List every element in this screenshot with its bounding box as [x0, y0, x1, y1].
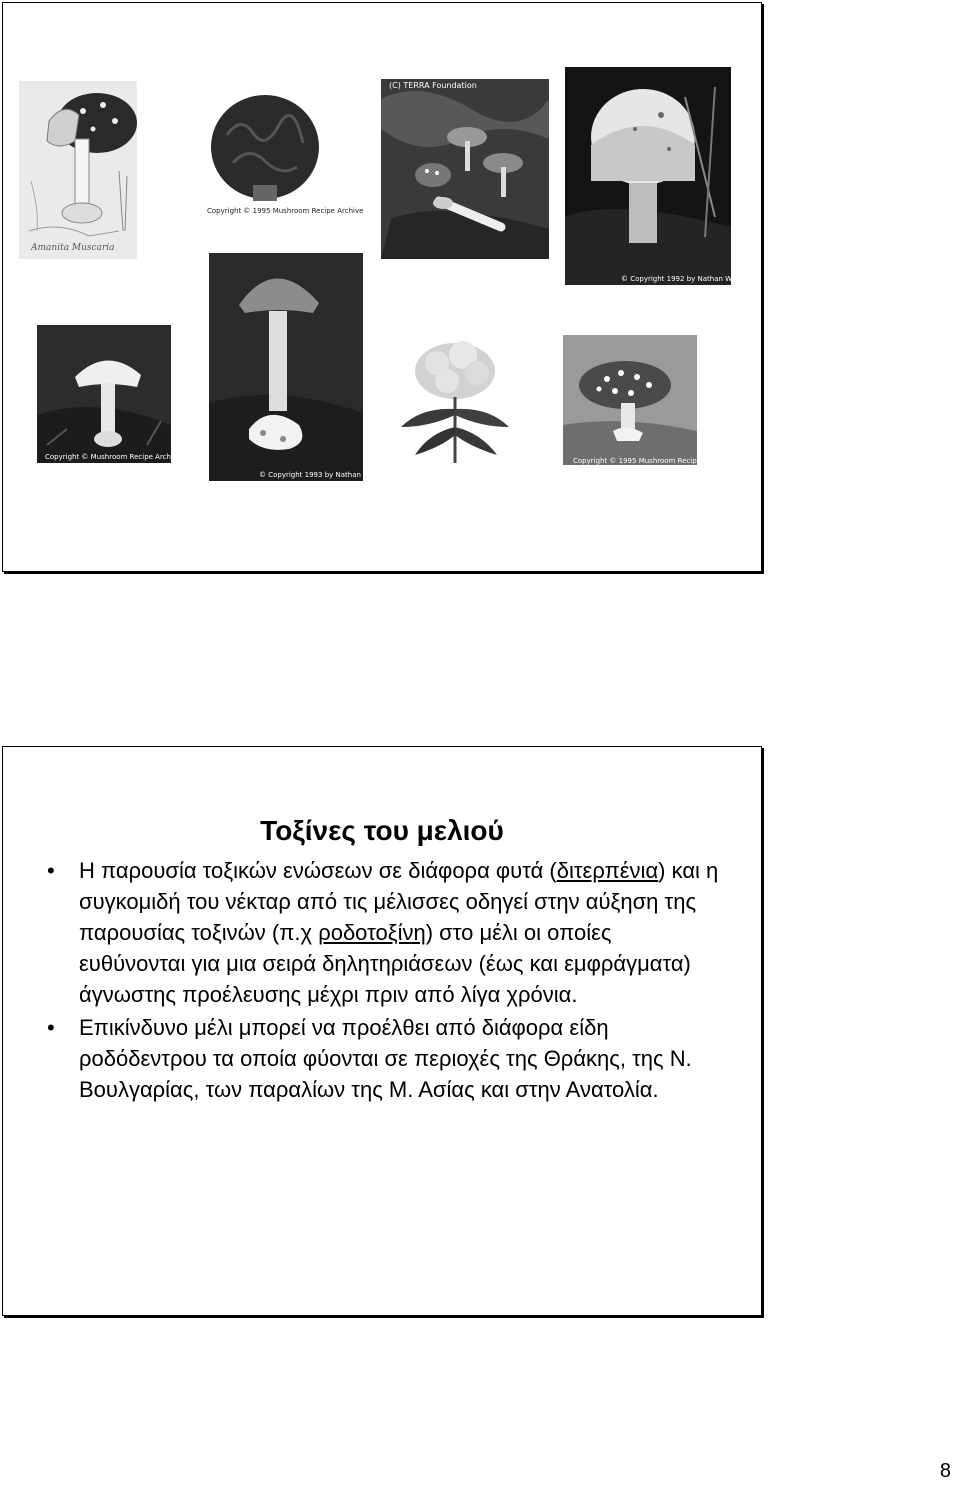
fly-agaric-single-credit: Copyright © 1995 Mushroom Recipe Archive — [573, 457, 730, 465]
terra-watermark: (C) TERRA Foundation — [389, 81, 477, 90]
photo-death-cap — [565, 67, 749, 285]
photo-fly-agaric-single — [563, 335, 730, 465]
amanita-drawing-caption: Amanita Muscaria — [31, 243, 115, 253]
bullet-item — [41, 855, 721, 1010]
death-cap-credit: © Copyright 1992 by Nathan Wilson — [621, 275, 749, 283]
false-morel-credit: Copyright © 1995 Mushroom Recipe Archive — [207, 207, 364, 215]
bullet-marker: • — [47, 858, 55, 883]
bullet-marker: • — [47, 1015, 55, 1040]
white-amanita-credit: Copyright © Mushroom Recipe Archive — [45, 453, 182, 461]
bullet-text-part: ) στο μέλι οι οποίες ευθύνονται για μια σειρά δηλητηριάσεων (έως και εμφράγματα) άγνωστης προέλευσης μέχρι πριν από λίγα χρόνια. — [79, 920, 691, 1007]
bullet-text-part: Η παρουσία τοξικών ενώσεων σε διάφορα φυτά ( — [79, 858, 557, 883]
diterpenes-link[interactable]: διτερπένια — [556, 858, 659, 883]
photo-white-amanita — [37, 325, 182, 463]
slide-honey-toxins — [2, 746, 762, 1316]
bullet-list — [41, 855, 721, 1107]
photo-panther-cap — [209, 253, 387, 481]
page-number: 8 — [939, 1460, 951, 1482]
rhodotoxin-link[interactable]: ροδοτοξίνη — [318, 920, 426, 945]
photo-rhododendron — [385, 323, 525, 467]
photo-fly-agaric-group — [381, 79, 549, 259]
bullet-text: Επικίνδυνο μέλι μπορεί να προέλθει από διάφορα είδη ροδόδεντρου τα οποία φύονται σε περιοχές της Θράκης, της Ν. Βουλγαρίας, των παραλίων της Μ. Ασίας και στην Ανατολία. — [79, 1015, 692, 1102]
slide-photo-collage — [2, 2, 762, 572]
slide-title: Τοξίνες του μελιού — [260, 815, 504, 846]
photo-amanita-drawing — [19, 81, 137, 259]
bullet-text-part: ) και η συγκομιδή του νέκταρ από τις μέλισσες οδηγεί στην αύξηση της παρουσίας τοξινών (π.χ — [79, 858, 719, 945]
panther-cap-credit: © Copyright 1993 by Nathan Wilson — [259, 471, 387, 479]
bullet-item — [41, 1012, 721, 1105]
photo-false-morel — [193, 85, 364, 219]
